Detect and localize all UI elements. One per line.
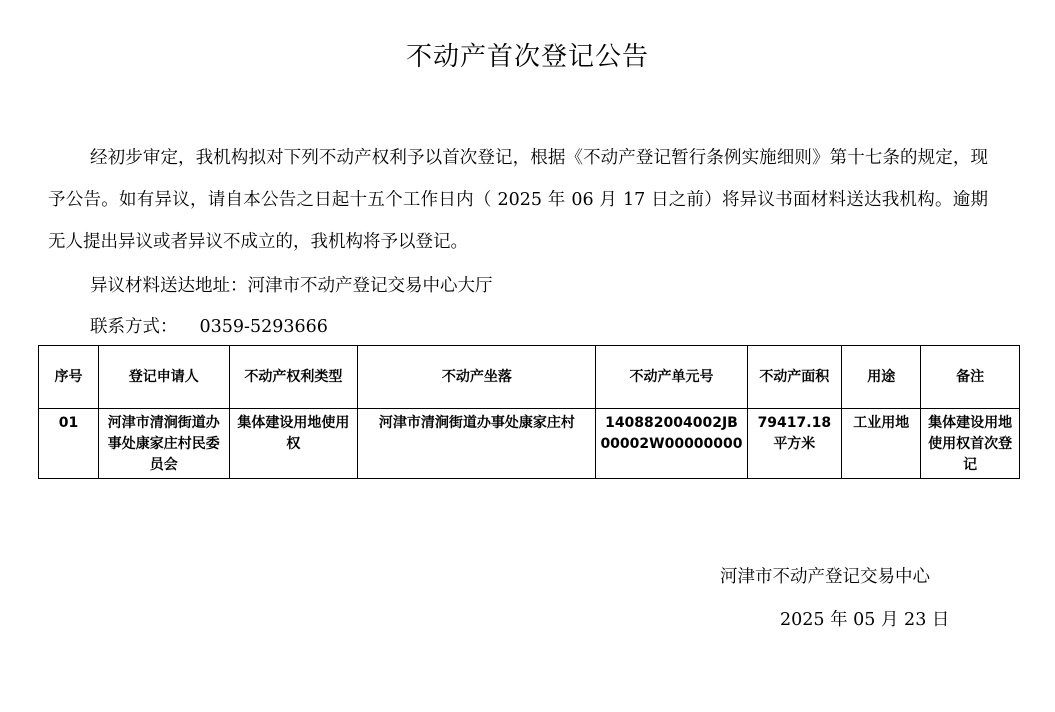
- header-remark: 备注: [921, 346, 1020, 409]
- header-right-type: 不动产权利类型: [229, 346, 358, 409]
- table-header-row: [39, 346, 1020, 409]
- header-no: 序号: [39, 346, 99, 409]
- signature-date: 2025 年 05 月 23 日: [780, 610, 950, 630]
- cell-usage: 工业用地: [842, 409, 921, 479]
- cell-unit-no: [596, 409, 747, 479]
- cell-remark: 集体建设用地使用权首次登记: [921, 409, 1020, 479]
- unit-no-part1: 140882004002JB: [605, 415, 738, 431]
- contact-phone: 0359-5293666: [199, 317, 328, 337]
- header-applicant: 登记申请人: [99, 346, 230, 409]
- table-row: [39, 409, 1020, 479]
- cell-right-type: 集体建设用地使用权: [229, 409, 358, 479]
- header-usage: 用途: [842, 346, 921, 409]
- cell-applicant: 河津市清涧街道办事处康家庄村民委员会: [99, 409, 230, 479]
- objection-address: 异议材料送达地址：河津市不动产登记交易中心大厅: [90, 276, 493, 296]
- contact-label: 联系方式：: [90, 317, 178, 337]
- registration-table: [38, 345, 1020, 479]
- area-unit: 平方米: [773, 436, 816, 452]
- unit-no-part2: 00002W00000000: [600, 436, 743, 452]
- cell-area: [747, 409, 842, 479]
- signature-organization: 河津市不动产登记交易中心: [720, 567, 930, 587]
- announcement-paragraph: 经初步审定，我机构拟对下列不动产权利予以首次登记，根据《不动产登记暂行条例实施细则》第十七条的规定，现予公告。如有异议，请自本公告之日起十五个工作日内（ 2025 年 06 月 17 日之前）将异议书面材料送达我机构。逾期无人提出异议或者异议不成立的，我机构将予以登记。: [48, 148, 988, 252]
- cell-location: 河津市清涧街道办事处康家庄村: [358, 409, 596, 479]
- header-location: 不动产坐落: [358, 346, 596, 409]
- page-title: 不动产首次登记公告: [405, 42, 649, 72]
- header-area: 不动产面积: [747, 346, 842, 409]
- contact-line: [90, 313, 328, 338]
- header-unit-no: 不动产单元号: [596, 346, 747, 409]
- cell-no: 01: [39, 409, 99, 479]
- area-value: 79417.18: [757, 415, 832, 431]
